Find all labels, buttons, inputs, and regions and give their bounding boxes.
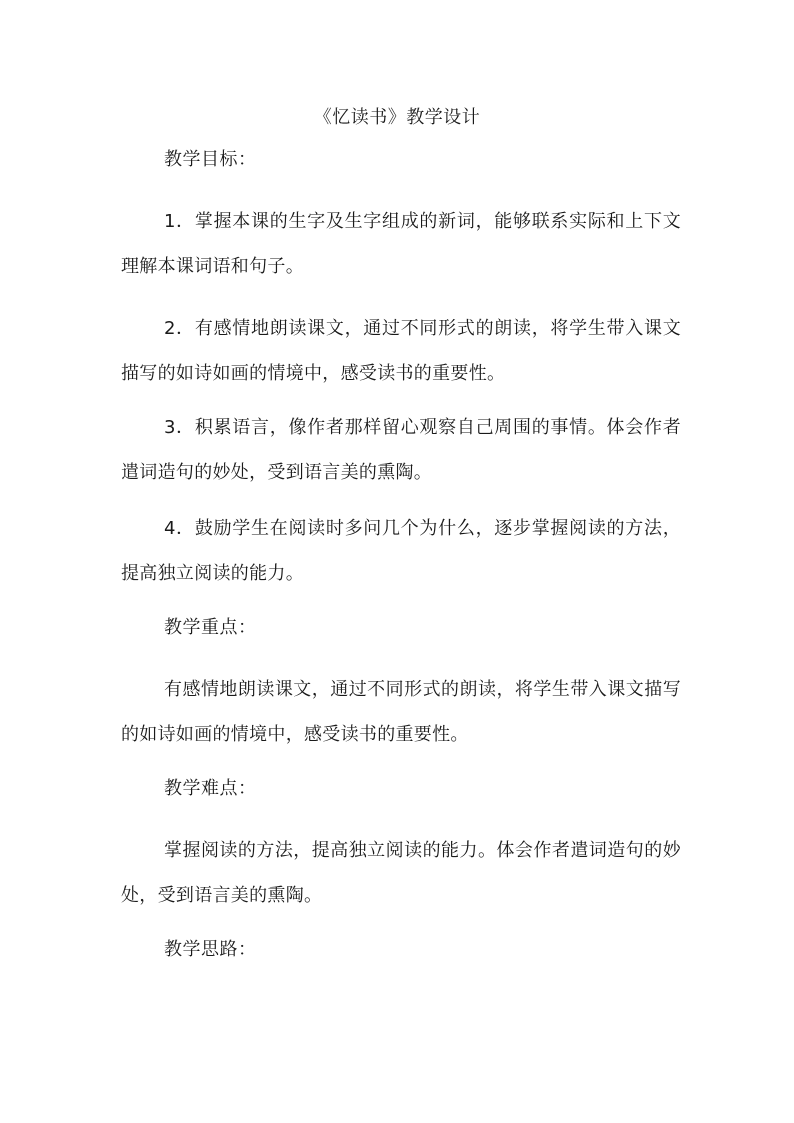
key-points-text: 有感情地朗读课文，通过不同形式的朗读，将学生带入课文描写的如诗如画的情境中，感受读书的重要性。 [121,679,681,745]
goal-item-2: 2．有感情地朗读课文，通过不同形式的朗读，将学生带入课文描写的如诗如画的情境中，感受读书的重要性。 [121,318,681,384]
difficulties-heading: 教学难点： [164,778,257,799]
difficulties-text: 掌握阅读的方法，提高独立阅读的能力。体会作者遣词造句的妙处，受到语言美的熏陶。 [121,840,681,906]
document-title: 《忆读书》教学设计 [313,107,481,128]
goals-heading: 教学目标： [164,149,257,170]
approach-heading: 教学思路： [164,939,257,960]
goal-item-3: 3．积累语言，像作者那样留心观察自己周围的事情。体会作者遣词造句的妙处，受到语言美的熏陶。 [121,417,681,483]
key-points-heading: 教学重点： [164,617,257,638]
goal-item-4: 4．鼓励学生在阅读时多问几个为什么，逐步掌握阅读的方法，提高独立阅读的能力。 [121,518,681,584]
goal-item-1: 1．掌握本课的生字及生字组成的新词，能够联系实际和上下文理解本课词语和句子。 [121,211,681,277]
